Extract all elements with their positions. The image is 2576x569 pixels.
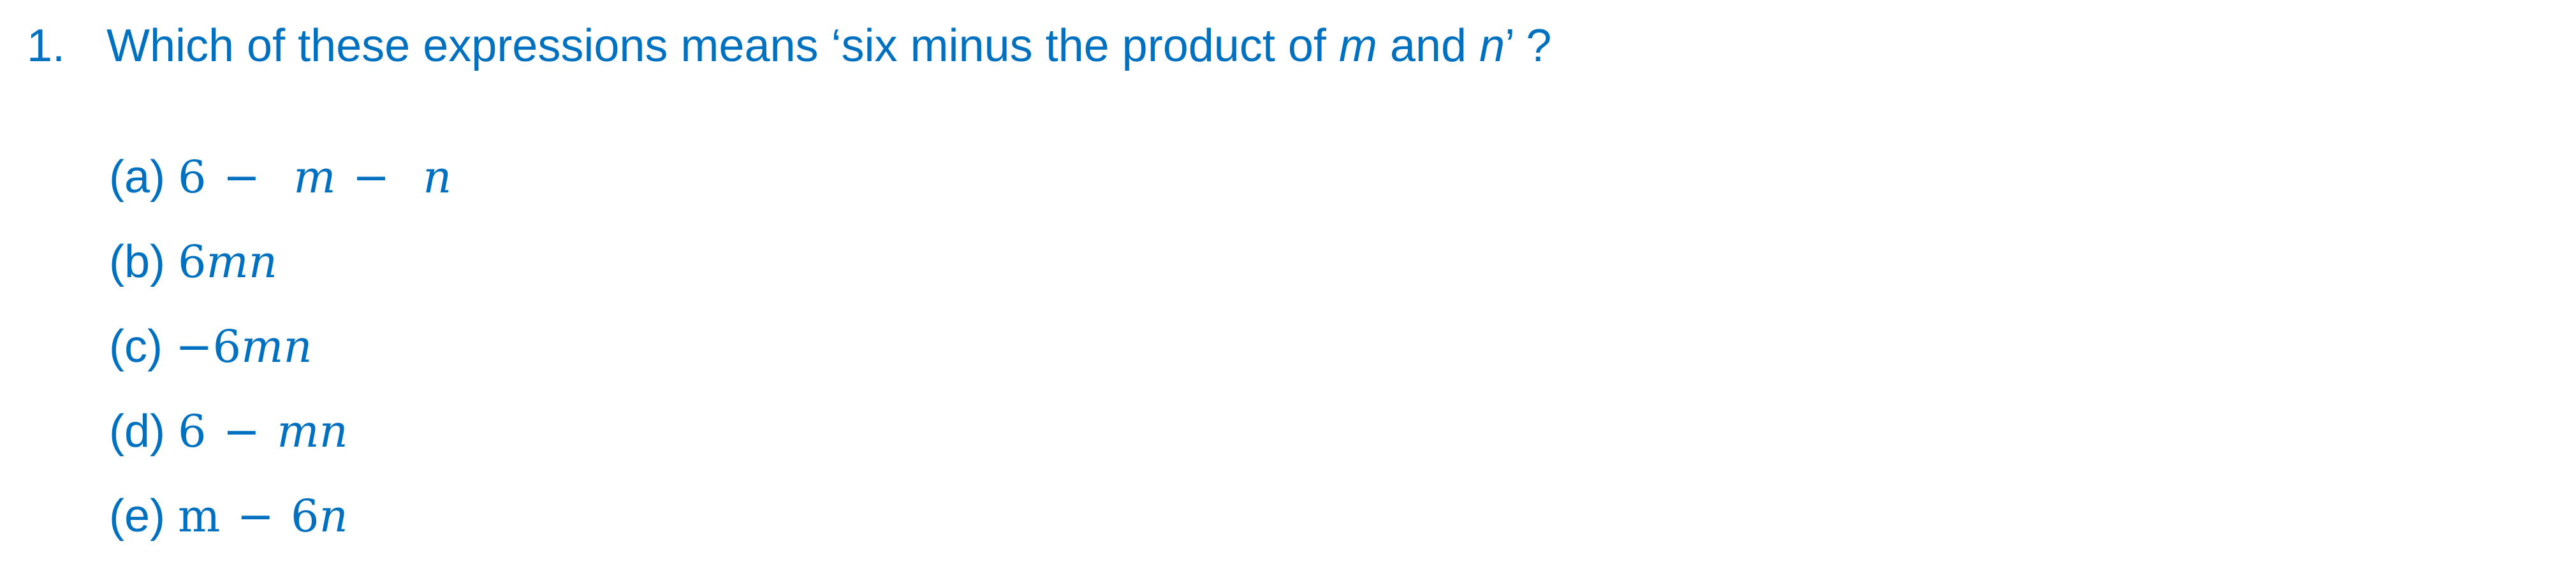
option-label: (e) (109, 491, 165, 542)
question-1 (27, 14, 1551, 78)
option-b[interactable] (109, 230, 451, 315)
option-c[interactable] (109, 315, 451, 400)
variable-m: m (1338, 20, 1377, 71)
option-label: (b) (109, 236, 165, 287)
answer-options (109, 145, 451, 569)
option-a[interactable] (109, 145, 451, 230)
option-label: (a) (109, 152, 165, 203)
option-label: (c) (109, 321, 163, 372)
option-expression: 6 − mn (178, 405, 348, 457)
option-expression: 6 − m − n (178, 151, 452, 203)
option-expression: m − 6n (178, 490, 348, 542)
question-text: Which of these expressions means ‘six minus the product of m and n’ ? (106, 20, 1552, 71)
option-e[interactable] (109, 484, 451, 569)
variable-n: n (1479, 20, 1505, 71)
option-expression: 6mn (178, 236, 278, 288)
question-number: 1. (27, 20, 66, 71)
option-d[interactable] (109, 400, 451, 484)
option-label: (d) (109, 406, 165, 457)
option-expression: −6mn (175, 321, 312, 373)
